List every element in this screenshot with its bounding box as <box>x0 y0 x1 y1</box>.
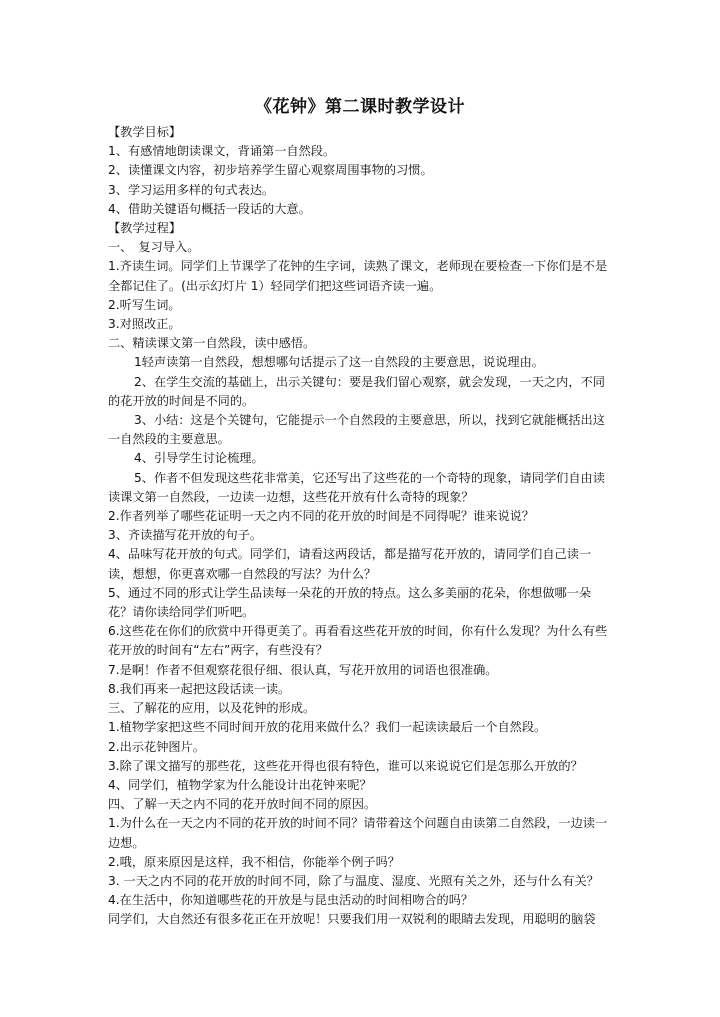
paragraph: 一、 复习导入。 <box>108 240 200 255</box>
paragraph: 4、品味写花开放的句式。同学们，请看这两段话，都是描写花开放的，请同学们自己读一读，想想，你更喜欢哪一自然段的写法？为什么？ <box>108 547 592 581</box>
paragraph: 3、齐读描写花开放的句子。 <box>108 528 263 543</box>
paragraph: 4、引导学生讨论梳理。 <box>134 451 264 466</box>
paragraph: 1、有感情地朗读课文，背诵第一自然段。 <box>108 144 336 159</box>
paragraph: 3、小结：这是个关键句，它能提示一个自然段的主要意思，所以，找到它就能概括出这一自然段的主要意思。 <box>108 413 605 447</box>
paragraph: 1.齐读生词。同学们上节课学了花钟的生字词，读熟了课文，老师现在要检查一下你们是不是全都记住了。(出示幻灯片 1）轻同学们把这些词语齐读一遍。 <box>108 259 608 293</box>
paragraph: 3.对照改正。 <box>108 317 181 332</box>
paragraph: 6.这些花在你们的欣赏中开得更美了。再看看这些花开放的时间，你有什么发现？为什么有些花开放的时间有“左右”两字，有些没有？ <box>108 624 608 658</box>
paragraph: 二、精读课文第一自然段，读中感悟。 <box>108 336 316 351</box>
paragraph: 2.听写生词。 <box>108 297 181 312</box>
paragraph: 2.出示花钟图片。 <box>108 739 205 754</box>
paragraph: 7.是啊！作者不但观察花很仔细、很认真，写花开放用的词语也很准确。 <box>108 662 498 677</box>
paragraph: 2.作者列举了哪些花证明一天之内不同的花开放的时间是不同得呢？谁来说说？ <box>108 509 535 524</box>
document-title: 《花钟》第二课时教学设计 <box>255 97 465 117</box>
paragraph: 5、通过不同的形式让学生品读每一朵花的开放的特点。这么多美丽的花朵，你想做哪一朵花？请你读给同学们听吧。 <box>108 585 592 620</box>
paragraph: 3.除了课文描写的那些花，这些花开得也很有特色，谁可以来说说它们是怎那么开放的？ <box>108 758 583 773</box>
paragraph: 3. 一天之内不同的花开放的时间不同，除了与温度、湿度、光照有关之外，还与什么有关？ <box>108 873 599 888</box>
paragraph: 【教学目标】 <box>108 125 182 139</box>
paragraph: 1.植物学家把这些不同时间开放的花用来做什么？我们一起读读最后一个自然段。 <box>108 720 547 735</box>
paragraph: 四、了解一天之内不同的花开放时间不同的原因。 <box>108 797 377 812</box>
paragraph: 1轻声读第一自然段，想想哪句话提示了这一自然段的主要意思，说说理由。 <box>134 355 544 370</box>
paragraph: 2、读懂课文内容，初步培养学生留心观察周围事物的习惯。 <box>108 163 433 178</box>
paragraph: 2.哦，原来原因是这样，我不相信，你能举个例子吗？ <box>108 854 400 869</box>
paragraph: 3、学习运用多样的句式表达。 <box>108 182 275 197</box>
document-body <box>108 123 614 930</box>
paragraph: 4、同学们，植物学家为什么能设计出花钟来呢？ <box>108 777 372 792</box>
paragraph: 同学们，大自然还有很多花正在开放呢！只要我们用一双锐利的眼睛去发现，用聪明的脑袋 <box>108 912 596 927</box>
paragraph: 4、借助关键语句概括一段话的大意。 <box>108 201 311 216</box>
paragraph: 8.我们再来一起把这段话读一读。 <box>108 681 291 696</box>
paragraph: 4.在生活中，你知道哪些花的开放是与昆虫活动的时间相吻合的吗？ <box>108 893 474 908</box>
paragraph: 2、在学生交流的基础上，出示关键句：要是我们留心观察，就会发现，一天之内，不同的花开放的时间是不同的。 <box>108 374 605 408</box>
paragraph: 1.为什么在一天之内不同的花开放的时间不同？请带着这个问题自由读第二自然段，一边读一边想。 <box>108 816 608 850</box>
paragraph: 5、作者不但发现这些花非常美，它还写出了这些花的一个奇特的现象，请同学们自由读读课文第一自然段，一边读一边想，这些花开放有什么奇特的现象？ <box>108 470 605 504</box>
paragraph: 【教学过程】 <box>108 221 182 236</box>
paragraph: 三、了解花的应用，以及花钟的形成。 <box>108 701 316 716</box>
